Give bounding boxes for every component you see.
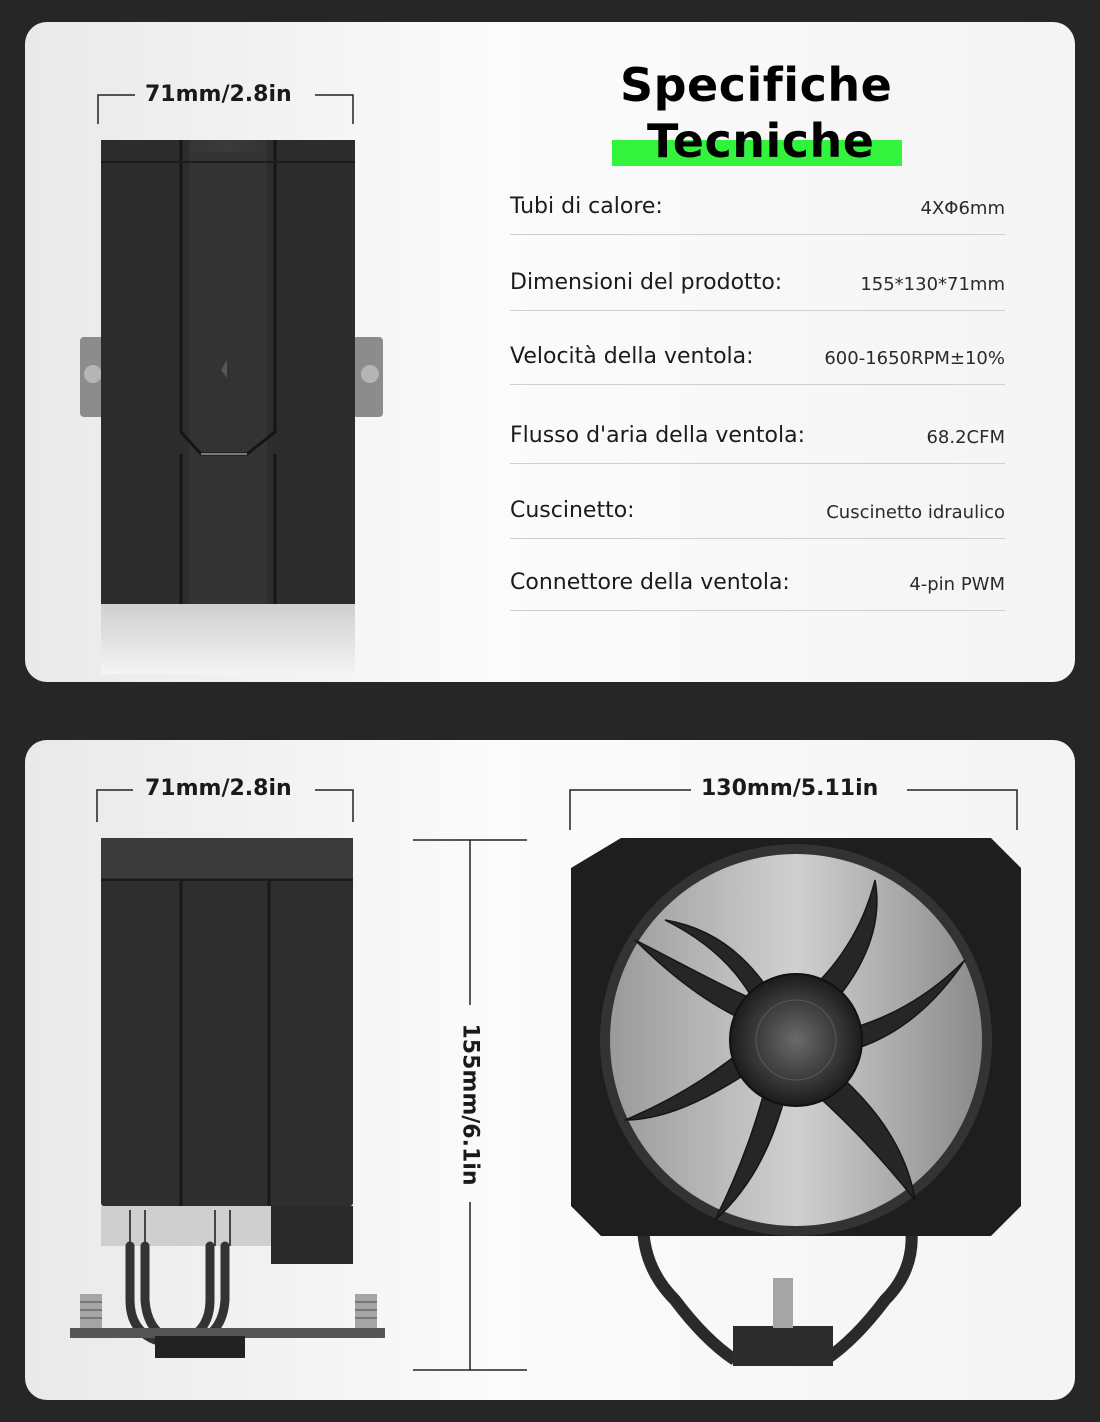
spec-row-dimensions [510,270,1005,311]
spec-value: 600-1650RPM±10% [824,348,1005,369]
side-width-dimension-label: 71mm/2.8in [145,776,292,801]
spec-row-airflow [510,423,1005,464]
spec-label: Cuscinetto: [510,498,635,523]
spec-label: Tubi di calore: [510,194,663,219]
spec-value: 155*130*71mm [860,274,1005,295]
spec-label: Velocità della ventola: [510,344,754,369]
spec-value: 4-pin PWM [909,574,1005,595]
spec-row-bearing [510,498,1005,539]
spec-row-heatpipes [510,194,1005,235]
height-dimension-label: 155mm/6.1in [457,1023,483,1186]
spec-row-connector [510,570,1005,611]
spec-value: Cuscinetto idraulico [826,502,1005,523]
spec-value: 68.2CFM [926,427,1005,448]
spec-label: Dimensioni del prodotto: [510,270,783,295]
page-title-line1: Specifiche [620,58,893,112]
spec-value: 4XΦ6mm [920,198,1005,219]
cooler-dimension-views-image [25,740,1075,1400]
front-width-dimension-label: 130mm/5.11in [701,776,879,801]
spec-label: Flusso d'aria della ventola: [510,423,806,448]
width-dimension-label: 71mm/2.8in [145,82,292,107]
dimensions-panel [25,740,1075,1400]
spec-label: Connettore della ventola: [510,570,790,595]
page-title-line2: Tecniche [647,114,875,168]
spec-row-fan-speed [510,344,1005,385]
specs-panel [25,22,1075,682]
